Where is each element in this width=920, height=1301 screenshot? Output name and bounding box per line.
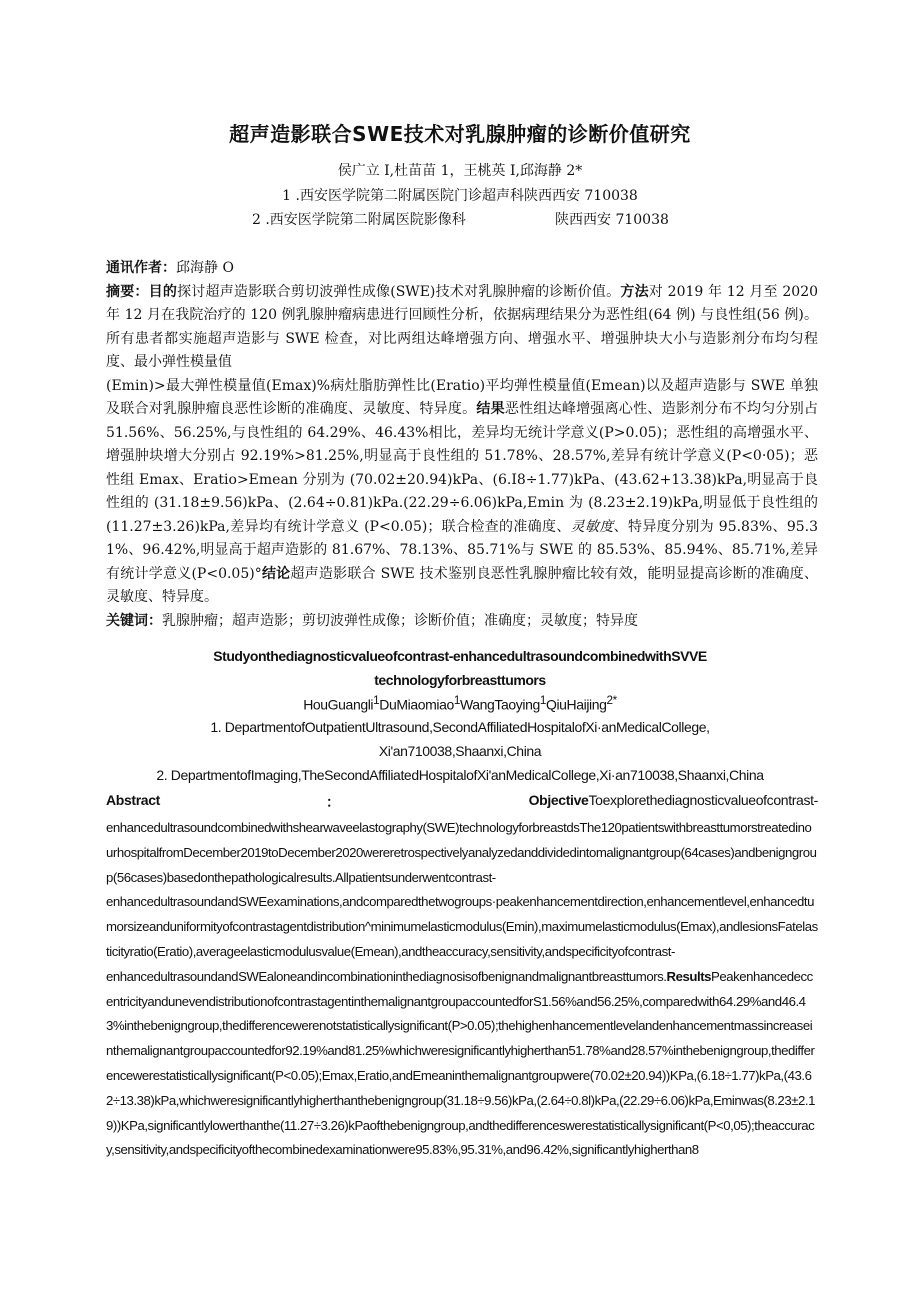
- results-text-cn-a: 恶性组达峰增强离心性、造影剂分布不均匀分别占 51.56%、56.25%,与良性组的 64.29%、46.43%相比，差异均无统计学意义(P>0.05)；恶性组的高增强水平、增强肿块增大分别占 92.19%>81.25%,明显高于良性组的 51.78%、28.57%,差异有统计学意义(P<0·05)；恶性组 Emax、Eratio>Emean 分别为 (70.02±20.94)kPa、(6.I8÷1.77)kPa、(43.62+13.38)kPa,明显高于良性组的 (31.18±9.56)kPa、(2.64÷0.81)kPa.(22.29÷6.06)kPa,Emin 为 (8.23±2.19)kPa,明显低于良性组的 (11.27±3.26)kPa,差异均有统计学意义 (P<0.05)；联合检查的准确度、: [106, 401, 819, 535]
- abstract-label-cn: 摘要：: [106, 283, 149, 300]
- results-italic-cn: 灵敏度: [570, 518, 614, 535]
- objective-label-en: Objective: [528, 792, 589, 808]
- author-en-4-sup: 2*: [606, 694, 617, 707]
- abstract-en-part1: enhancedultrasoundcombinedwithshearwaveelastography(SWE)technologyforbreastdsThe120patientswithbreasttumorstreatedinourhospitalfromDecember2019toDecember2020wereretrospectivelyanalyzedanddividedintomalignantgroup(64cases)andbenigngroup(56cases)basedonthepathologicalresults.Allpatientsunderwentcontrast-: [106, 820, 817, 885]
- authors-cn: 侯广立 I,杜苗苗 1，王桃英 I,邱海静 2*: [337, 163, 583, 179]
- abstract-en-part3-text: enhancedultrasoundandSWEaloneandincombinationinthediagnosisofbenignandmalignantbreasttumors.: [106, 968, 667, 984]
- paper-title-en-line2: technologyforbreasttumors: [374, 672, 546, 688]
- paper-title-cn: 超声造影联合SWE技术对乳腺肿瘤的诊断价值研究: [229, 122, 691, 146]
- correspondence-label: 通讯作者：: [106, 260, 176, 276]
- author-en-2: DuMiaomiao: [379, 696, 454, 713]
- conclusion-text-cn: 超声造影联合 SWE 技术鉴别良恶性乳腺肿瘤比较有效，能明显提高诊断的准确度、灵敏度、特异度。: [106, 565, 819, 605]
- affiliation-1-en-line1: 1. DepartmentofOutpatientUltrasound,SecondAffiliatedHospitalofXi·anMedicalCollege,: [210, 719, 710, 735]
- abstract-en-part3: [106, 965, 818, 1163]
- abstract-en-body: [106, 816, 818, 1163]
- affiliation-2-en: 2. DepartmentofImaging,TheSecondAffiliatedHospitalofXi'anMedicalCollege,Xi·an710038,Shaanxi,China: [156, 767, 764, 783]
- results-label-en: Results: [666, 968, 712, 984]
- authors-en: [0, 694, 920, 713]
- affiliation-1-cn: 1 .西安医学院第二附属医院门诊超声科陕西西安 710038: [282, 188, 638, 204]
- objective-text-en: Toexplorethediagnosticvalueofcontrast-: [588, 792, 818, 808]
- author-en-4: QiuHaijing: [545, 696, 607, 713]
- objective-en: [529, 792, 818, 808]
- affiliation-2-cn-dept: 2 .西安医学院第二附属医院影像科: [252, 212, 466, 228]
- keywords-cn: [106, 610, 818, 634]
- author-en-1: HouGuangli: [303, 696, 374, 713]
- author-en-3-sup: 1: [539, 694, 546, 707]
- paper-title-en-line1: Studyonthediagnosticvalueofcontrast-enhancedultrasoundcombinedwithSVVE: [213, 648, 707, 664]
- conclusion-label-cn: 结论: [261, 565, 291, 582]
- keywords-label-cn: 关键词：: [106, 612, 162, 629]
- abstract-en-part2: enhancedultrasoundandSWEexaminations,andcomparedthetwogroups·peakenhancementdirection,enhancementlevel,enhancedtumorsizeanduniformityofcontrastagentdistribution^minimumelasticmodulus(Emin),maximumelasticmodulus(Emax),andlesionsFatelasticityratio(Eratio),averageelasticmodulusvalue(Emean),andtheaccuracy,sensitivity,andspecificityofcontrast-: [106, 894, 818, 959]
- abstract-label-en: Abstract: [106, 792, 160, 808]
- abstract-cn-para2: [106, 375, 818, 610]
- cn-abstract-block: [106, 257, 818, 633]
- objective-label-cn: 目的: [148, 283, 178, 300]
- abstract-colon-en: ：: [326, 794, 340, 810]
- author-en-1-sup: 1: [373, 694, 380, 707]
- results-label-cn: 结果: [476, 401, 505, 417]
- keywords-text-cn: 乳腺肿瘤；超声造影；剪切波弹性成像；诊断价值；准确度；灵敏度；特异度: [162, 612, 638, 629]
- author-en-3: WangTaoying: [459, 696, 540, 713]
- objective-text-cn: 探讨超声造影联合剪切波弹性成像(SWE)技术对乳腺肿瘤的诊断价值。: [177, 283, 621, 300]
- methods-text-cn-1: 对 2019 年 12 月至 2020 年 12 月在我院治疗的 120 例乳腺肿瘤病患进行回顾性分析，依据病理结果分为恶性组(64 例) 与良性组(56 例)。所有患者都实施超声造影与 SWE 检查，对比两组达峰增强方向、增强水平、增强肿块大小与造影剂分布均匀程度、最小弹性模量值: [106, 283, 819, 370]
- results-text-cn-b: 、特异度分别为 95.83%、95.31%、96.42%,明显高于超声造影的 81.67%、78.13%、85.71%与 SWE 的 85.53%、85.94%、85.71%,差异有统计学意义(P<0.05)°: [106, 518, 819, 582]
- correspondence: [106, 257, 818, 281]
- correspondence-value: 邱海静 O: [176, 260, 234, 276]
- results-text-en: PeakenhancedeccentricityandunevendistributionofcontrastagentinthemalignantgroupaccountedforS1.56%and56.25%,comparedwith64.29%and46.43%inthebenigngroup,thedifferencewerenotstatisticallysignificant(P>0.05);thehighenhancementlevelandenhancementmassincreaseinthemalignantgroupaccountedfor92.19%and81.25%whichweresignificantlyhigherthan51.78%and28.57%inthebenigngroup,thedifferencewerestatisticallysignificant(P<0.05);Emax,Eratio,andEmeaninthemalignantgroupwere(70.02±20.94))KPa,(6.18÷1.77)kPa,(43.62÷13.38)kPa,whichweresignificantlyhigherthanthebenigngroup(31.18÷9.56)kPa,(2.64÷0.8l)kPa,(22.29÷6.06)kPa,Eminwas(8.23±2.19))KPa,significantlylowerthanthe(11.27÷3.26)kPaofthebenigngroup,andthedifferenceswerestatisticallysignificant(P<0,05);theaccuracy,sensitivity,andspecificityofthecombinedexaminationwere95.83%,95.31%,and96.42%,significantlyhigherthan8: [106, 968, 815, 1158]
- methods-label-cn: 方法: [620, 283, 649, 300]
- methods-text-cn-2: (Emin)>最大弹性模量值(Emax)%病灶脂肪弹性比(Eratio)平均弹性模量值(Emean)以及超声造影与 SWE 单独及联合对乳腺肿瘤良恶性诊断的准确度、灵敏度、特异度。: [106, 377, 818, 417]
- affiliation-1-en-line2: Xi'an710038,Shaanxi,China: [378, 743, 542, 759]
- abstract-cn-para1: [106, 281, 818, 375]
- author-en-2-sup: 1: [453, 694, 460, 707]
- affiliation-2-cn-city: 陕西西安 710038: [555, 212, 669, 228]
